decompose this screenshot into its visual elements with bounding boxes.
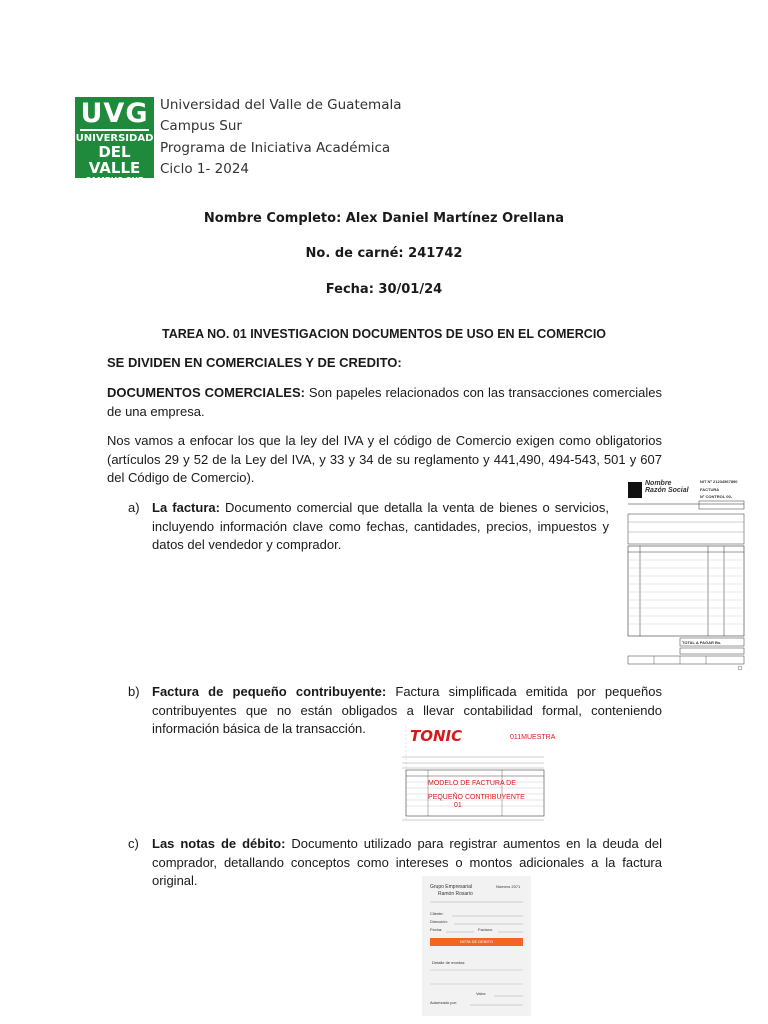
item-description: Factura simplificada emitida por pequeños contribuyentes que no están obligados a llevar contabilidad formal, conteniendo información básica de la transacción. [152,684,662,736]
commercial-definition [107,384,662,421]
tonic-brand: TONIC [410,727,463,745]
nd-valor: Valor: [476,991,487,996]
item-nota-debito [152,835,662,891]
item-marker-a: a) [128,500,140,515]
factura-total: TOTAL A PAGAR Bs. [682,640,722,645]
assignment-title: TAREA NO. 01 INVESTIGACION DOCUMENTOS DE USO EN EL COMERCIO [161,327,607,341]
logo-acronym: UVG [80,98,149,129]
section-heading: SE DIVIDEN EN COMERCIALES Y DE CREDITO: [107,355,402,370]
item-factura [152,499,609,555]
factura-brand: Nombre [645,480,672,487]
nd-direccion: Dirección: [430,919,448,924]
campus-name: Campus Sur [160,118,242,135]
logo-line-3: CAMPUS SUR [84,176,145,185]
uvg-logo [75,97,154,185]
logo-line-1: UNIVERSIDAD [75,133,154,144]
watermark-line-3: 01 [454,802,462,809]
watermark-line-1: MODELO DE FACTURA DE [428,780,516,787]
nd-fecha: Fecha: [430,927,443,932]
university-name: Universidad del Valle de Guatemala [160,97,402,113]
watermark-line-2: PEQUEÑO CONTRIBUYENTE [428,794,525,801]
nd-factura: Factura: [478,927,493,932]
item-description: Documento utilizado para registrar aumentos en la deuda del comprador, detallando conceptos como intereses o montos adicionales a la factura original. [152,836,663,888]
nd-banner: NOTA DE DEBITO [459,939,494,944]
nota-debito-sample-image [422,876,531,1016]
nd-owner: Ramón Rosario [438,891,473,897]
logo-line-2: DEL VALLE [88,143,141,177]
factura-brand-2: Razón Social [645,487,689,494]
factura-control: Nº CONTROL 00- [700,494,733,499]
item-term: Factura de pequeño contribuyente: [152,684,387,699]
document-date: Fecha: 30/01/24 [325,282,443,297]
factura-sample-image [624,476,748,674]
nd-company: Grupo Empresarial [430,884,472,890]
program-name: Programa de Iniciativa Académica [160,139,391,156]
nd-cliente: Cliente: [430,911,444,916]
cycle-label: Ciclo 1- 2024 [160,160,250,177]
intro-paragraph: Nos vamos a enfocar los que la ley del IVA y el código de Comercio exigen como obligatorios (artículos 29 y 52 de la Ley del IVA, y 33 y 34 de su reglamento y 441,490, 494-543, 501 y 607 del Código de Comercio). [107,433,662,485]
logo-divider [80,129,149,131]
factura-pequeno-sample-image [398,724,556,824]
tonic-serie: 011MUESTRA [510,734,556,741]
nd-autorizado: Autorizado por: [430,1000,458,1005]
item-term: Las notas de débito: [152,836,286,851]
item-marker-b: b) [128,684,140,699]
item-marker-c: c) [128,836,139,851]
item-term: La factura: [152,500,220,515]
factura-nit: NIT Nº 21234567890 [700,479,738,484]
commercial-text: Son papeles relacionados con las transacciones comerciales de una empresa. [107,385,663,419]
factura-doc-type: FACTURA [700,487,720,492]
institution-header [160,95,402,180]
nd-number: Número 2071 [496,884,521,889]
commercial-label: DOCUMENTOS COMERCIALES: [107,385,305,400]
nd-detalle: Detalle de montos: [432,960,466,965]
item-description: Documento comercial que detalla la venta de bienes o servicios, incluyendo información clave como fechas, cantidades, precios, impuestos y datos del vendedor y comprador. [152,500,609,552]
student-name: Nombre Completo: Alex Daniel Martínez Orellana [203,211,565,226]
student-id: No. de carné: 241742 [305,246,463,261]
